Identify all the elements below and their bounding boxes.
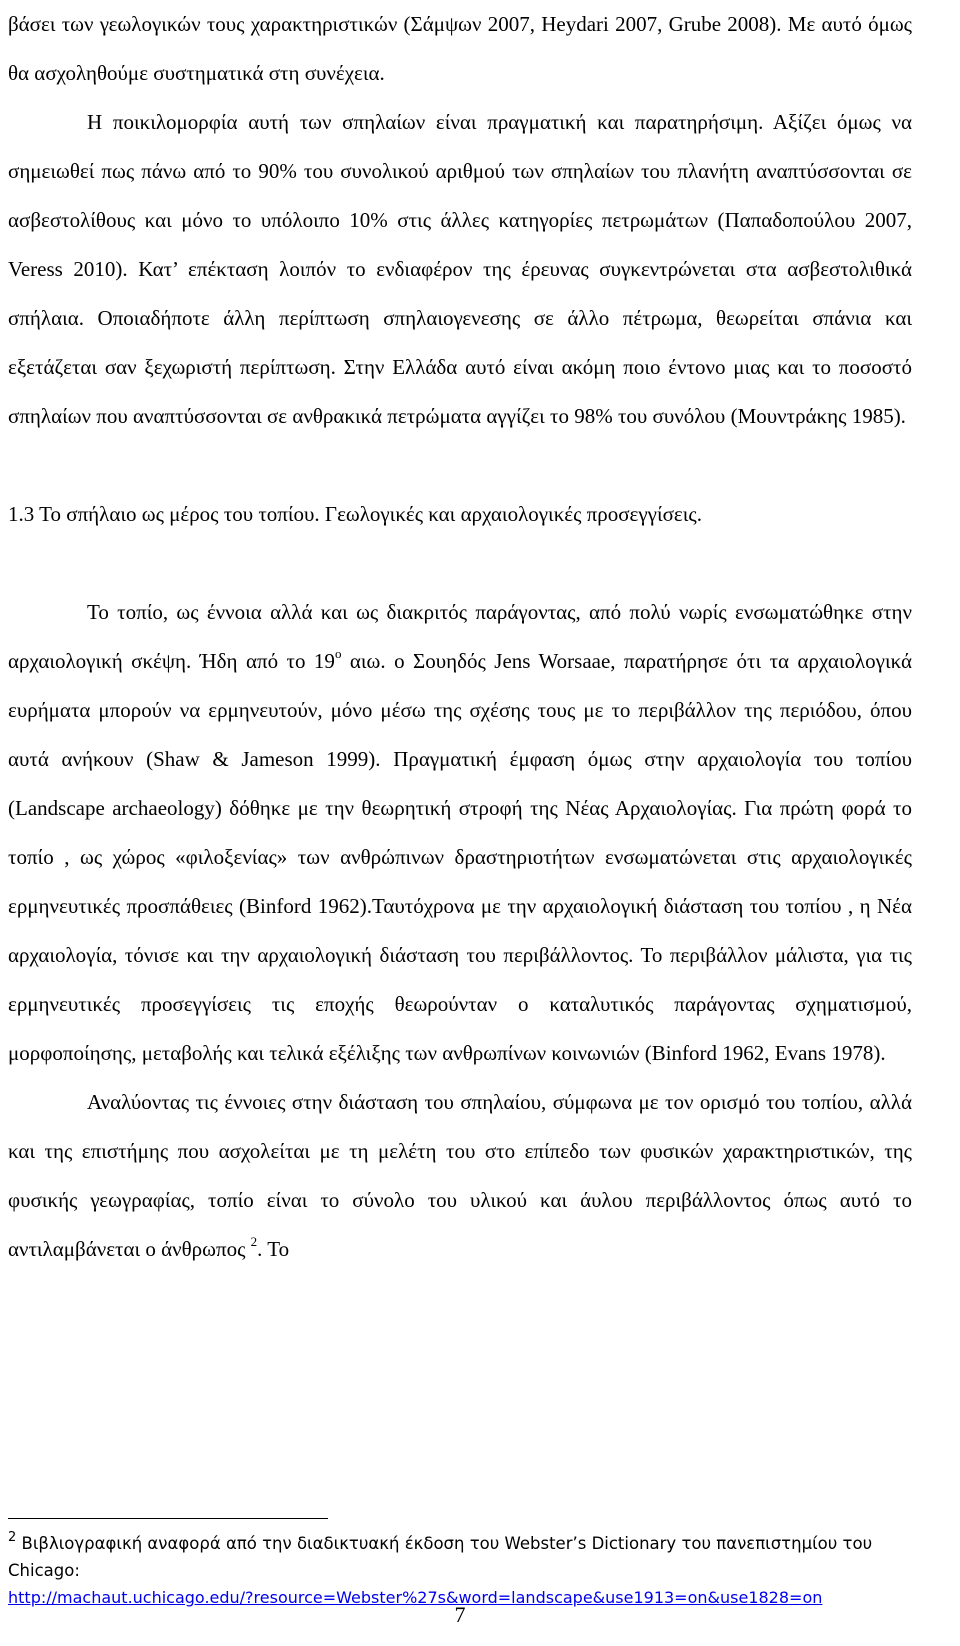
superscript-o: ο bbox=[334, 646, 342, 661]
paragraph-3 bbox=[8, 588, 912, 1078]
footnote-marker: 2 bbox=[8, 1529, 17, 1545]
paragraph-4-part-b: . Το bbox=[257, 1237, 290, 1261]
footnote-ref-2[interactable]: 2 bbox=[250, 1234, 258, 1249]
footnote-link[interactable]: http://machaut.uchicago.edu/?resource=Webster%27s&word=landscape&use1913=on&use1828=on bbox=[8, 1588, 823, 1607]
paragraph-4 bbox=[8, 1078, 912, 1274]
footnote-text: Βιβλιογραφική αναφορά από την διαδικτυακή έκδοση του Webster’s Dictionary του πανεπιστημίου του Chicago: bbox=[8, 1534, 873, 1580]
paragraph-2: Η ποικιλομορφία αυτή των σπηλαίων είναι πραγματική και παρατηρήσιμη. Αξίζει όμως να σημειωθεί πως πάνω από το 90% του συνολικού αριθμού των σπηλαίων του πλανήτη αναπτύσσονται σε ασβεστολίθους και μόνο το υπόλοιπο 10% στις άλλες κατηγορίες πετρωμάτων (Παπαδοπούλου 2007, Veress 2010). Κατ’ επέκταση λοιπόν το ενδιαφέρον της έρευνας συγκεντρώνεται στα ασβεστολιθικά σπήλαια. Οποιαδήποτε άλλη περίπτωση σπηλαιογενεσης σε άλλο πέτρωμα, θεωρείται σπάνια και εξετάζεται σαν ξεχωριστή περίπτωση. Στην Ελλάδα αυτό είναι ακόμη ποιο έντονο μιας και το ποσοστό σπηλαίων που αναπτύσσονται σε ανθρακικά πετρώματα αγγίζει το 98% του συνόλου (Μουντράκης 1985). bbox=[8, 110, 912, 428]
body-text bbox=[8, 0, 912, 1274]
page-number: 7 bbox=[454, 1602, 466, 1627]
spacer bbox=[8, 539, 912, 588]
paragraph-3-part-a: Το τοπίο, ως έννοια αλλά και ως διακριτός παράγοντας, από πολύ νωρίς ενσωματώθηκε στην αρχαιολογική σκέψη. Ήδη από το 19 bbox=[8, 600, 912, 673]
section-heading: 1.3 Το σπήλαιο ως μέρος του τοπίου. Γεωλογικές και αρχαιολογικές προσεγγίσεις. bbox=[8, 502, 702, 526]
paragraph-3-part-b: αιω. ο Σουηδός Jens Worsaae, παρατήρησε ότι τα αρχαιολογικά ευρήματα μπορούν να ερμηνευτούν, μόνο μέσω της σχέσης τους με το περιβάλλον της περιόδου, όπου αυτά ανήκουν (Shaw & Jameson 1999). Πραγματική έμφαση όμως στην αρχαιολογία του τοπίου (Landscape archaeology) δόθηκε με την θεωρητική στροφή της Νέας Αρχαιολογίας. Για πρώτη φορά το τοπίο , ως χώρος «φιλοξενίας» των ανθρώπινων δραστηριοτήτων ενσωματώνεται στις αρχαιολογικές ερμηνευτικές προσπάθειες (Binford 1962).Ταυτόχρονα με την αρχαιολογική διάσταση του τοπίου , η Νέα αρχαιολογία, τόνισε και την αρχαιολογική διάσταση του περιβάλλοντος. Το περιβάλλον μάλιστα, για τις ερμηνευτικές προσεγγίσεις τις εποχής θεωρούνταν ο καταλυτικός παράγοντας σχηματισμού, μορφοποίησης, μεταβολής και τελικά εξέλιξης των ανθρωπίνων κοινωνιών (Binford 1962, Evans 1978). bbox=[8, 649, 912, 1065]
footnote bbox=[8, 1530, 912, 1611]
paragraph-1: βάσει των γεωλογικών τους χαρακτηριστικών (Σάμψων 2007, Heydari 2007, Grube 2008). Με αυτό όμως θα ασχοληθούμε συστηματικά στη συνέχεια. bbox=[8, 12, 912, 85]
spacer bbox=[8, 441, 912, 490]
paragraph-4-part-a: Αναλύοντας τις έννοιες στην διάσταση του σπηλαίου, σύμφωνα με τον ορισμό του τοπίου, αλλά και της επιστήμης που ασχολείται με τη μελέτη του στο επίπεδο των φυσικών χαρακτηριστικών, της φυσικής γεωγραφίας, τοπίο είναι το σύνολο του υλικού και άυλου περιβάλλοντος όπως αυτό το αντιλαμβάνεται ο άνθρωπος bbox=[8, 1090, 912, 1261]
footnote-separator bbox=[8, 1518, 328, 1519]
